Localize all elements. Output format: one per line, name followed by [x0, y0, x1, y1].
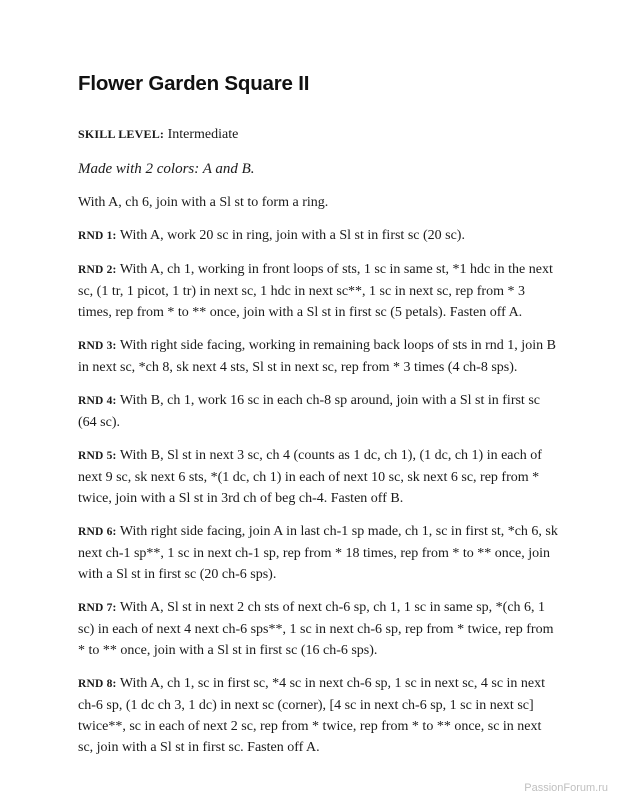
- round-text: With right side facing, working in remaining back loops of sts in rnd 1, join B in next sc, *ch 8, sk next 4 sts, Sl st in next sc, rep from * 3 times (4 ch-8 sps).: [78, 338, 556, 375]
- round-text: With A, Sl st in next 2 ch sts of next ch-6 sp, ch 1, 1 sc in same sp, *(ch 6, 1 sc) in each of next 4 next ch-6 sps**, 1 sc in next ch-6 sp, rep from * twice, rep from * to ** once, join with a Sl st in first sc (16 ch-6 sps).: [78, 600, 554, 658]
- skill-level: [78, 124, 558, 145]
- round-8: [78, 673, 558, 758]
- round-label: RND 8:: [78, 678, 117, 690]
- round-label: RND 2:: [78, 264, 117, 276]
- round-1: [78, 225, 558, 247]
- round-text: With B, Sl st in next 3 sc, ch 4 (counts as 1 dc, ch 1), (1 dc, ch 1) in each of next 9 sc, sk next 6 sts, *(1 dc, ch 1) in each of next 10 sc, sk next 6 sc, rep from * twice, join with a Sl st in 3rd ch of beg ch-4. Fasten off B.: [78, 448, 542, 506]
- round-label: RND 6:: [78, 526, 117, 538]
- round-text: With A, ch 1, sc in first sc, *4 sc in next ch-6 sp, 1 sc in next sc, 4 sc in next ch-6 sp, (1 dc ch 3, 1 dc) in next sc (corner), [4 sc in next ch-6 sp, 1 sc in next sc] twice**, sc in each of next 2 sc, rep from * twice, rep from * to ** once, sc in next sc, join with a Sl st in first sc. Fasten off A.: [78, 676, 546, 755]
- round-text: With A, ch 1, working in front loops of sts, 1 sc in same st, *1 hdc in the next sc, (1 tr, 1 picot, 1 tr) in next sc, 1 hdc in next sc**, 1 sc in next sc, rep from * 3 times, rep from * to ** once, join with a Sl st in first sc (5 petals). Fasten off A.: [78, 262, 553, 320]
- round-6: [78, 521, 558, 585]
- colors-note: Made with 2 colors: A and B.: [78, 161, 255, 177]
- round-label: RND 7:: [78, 602, 117, 614]
- watermark: PassionForum.ru: [524, 782, 608, 794]
- round-label: RND 3:: [78, 340, 117, 352]
- round-4: [78, 390, 558, 433]
- pattern-page: [78, 72, 558, 770]
- intro-instruction: With A, ch 6, join with a Sl st to form a ring.: [78, 195, 329, 210]
- round-text: With B, ch 1, work 16 sc in each ch-8 sp around, join with a Sl st in first sc (64 sc).: [78, 393, 540, 430]
- skill-level-value: Intermediate: [167, 127, 239, 142]
- round-text: With right side facing, join A in last ch-1 sp made, ch 1, sc in first st, *ch 6, sk next ch-1 sp**, 1 sc in next ch-1 sp, rep from * 18 times, rep from * to ** once, join with a Sl st in first sc (20 ch-6 sps).: [78, 524, 558, 582]
- round-5: [78, 445, 558, 509]
- skill-level-label: SKILL LEVEL:: [78, 127, 165, 141]
- page-title: Flower Garden Square II: [78, 72, 310, 95]
- round-3: [78, 335, 558, 378]
- round-label: RND 5:: [78, 450, 117, 462]
- round-2: [78, 259, 558, 323]
- round-7: [78, 597, 558, 661]
- round-label: RND 1:: [78, 230, 117, 242]
- round-text: With A, work 20 sc in ring, join with a Sl st in first sc (20 sc).: [119, 228, 465, 243]
- round-label: RND 4:: [78, 395, 117, 407]
